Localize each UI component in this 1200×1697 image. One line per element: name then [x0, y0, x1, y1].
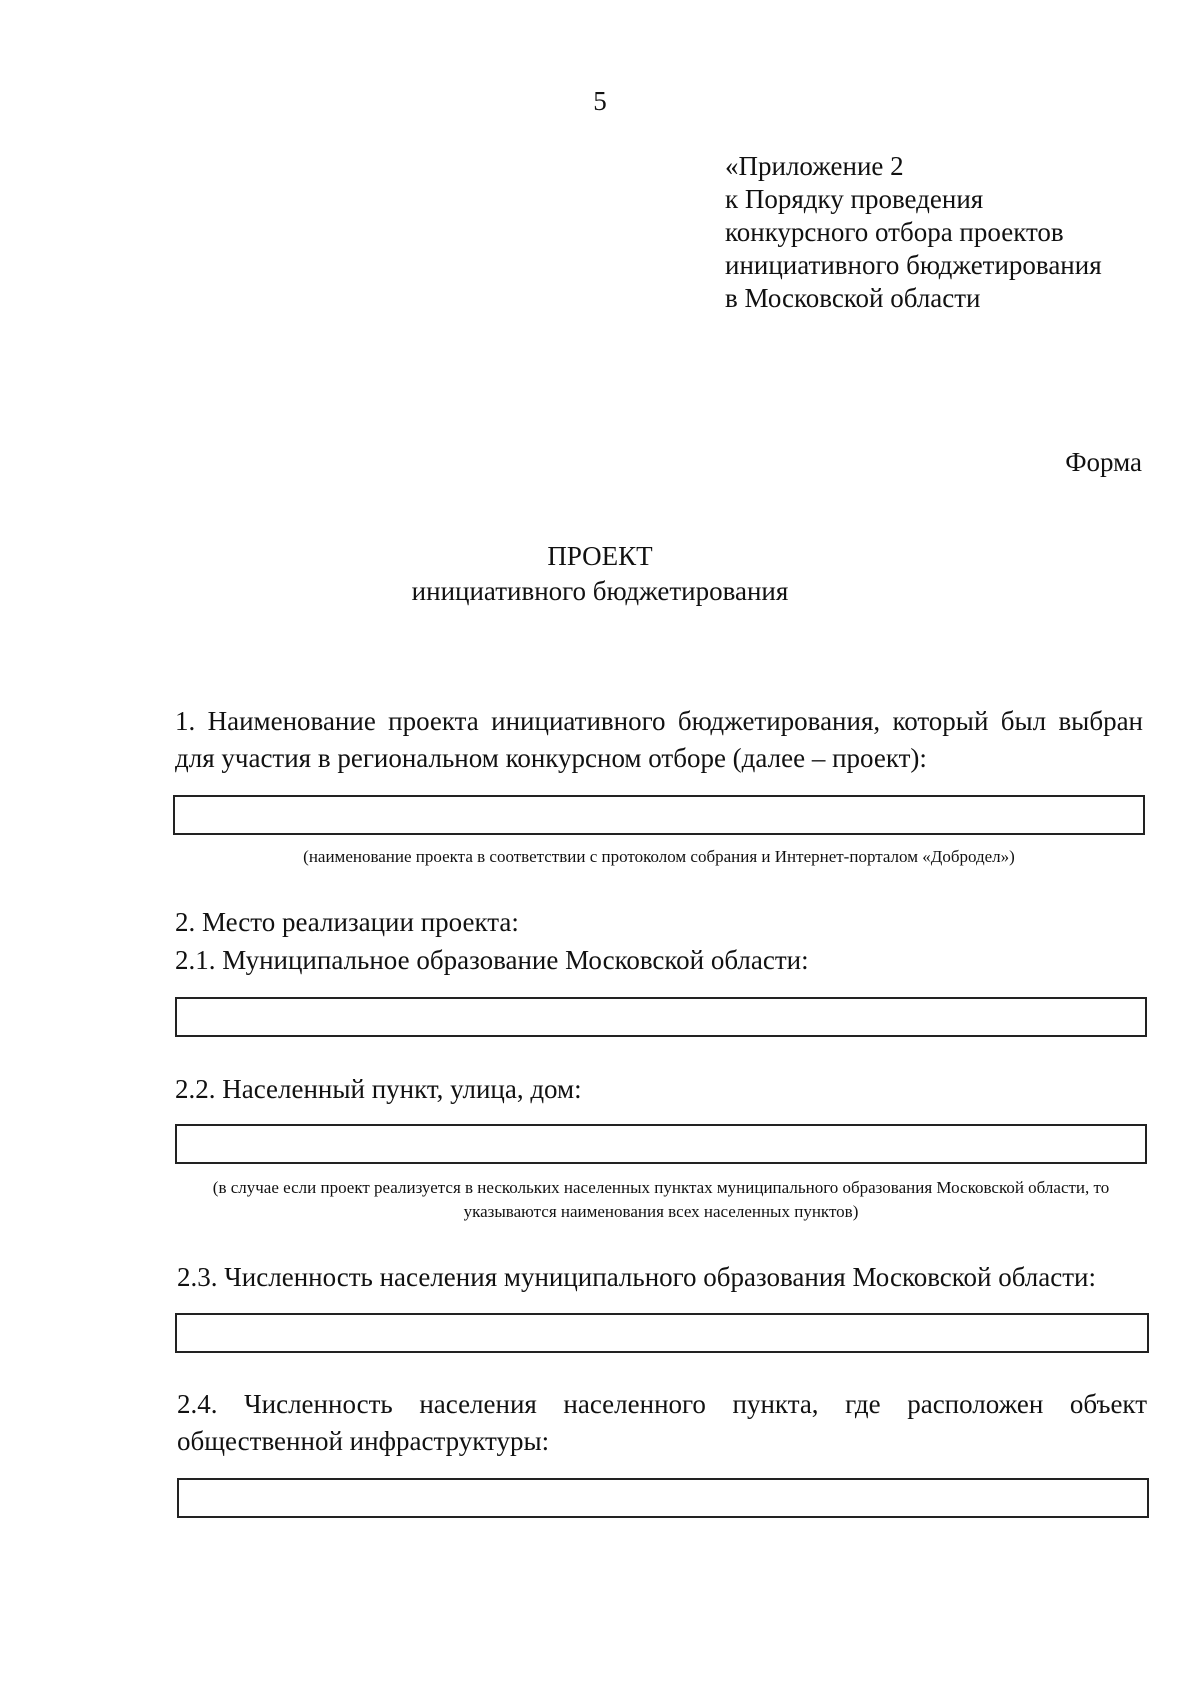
- document-subtitle: инициативного бюджетирования: [411, 576, 789, 606]
- project-name-field[interactable]: [173, 795, 1145, 835]
- annex-header: [725, 150, 1165, 315]
- annex-line: конкурсного отбора проектов: [725, 217, 1064, 247]
- settlement-population-field[interactable]: [177, 1478, 1149, 1518]
- section-2-1-text: 2.1. Муниципальное образование Московской области:: [175, 945, 809, 975]
- annex-line: инициативного бюджетирования: [725, 250, 1102, 280]
- page-number: 5: [593, 86, 607, 116]
- section-2-3-text: 2.3. Численность населения муниципального образования Московской области:: [177, 1262, 1096, 1292]
- form-label: Форма: [1065, 447, 1142, 477]
- municipality-population-field[interactable]: [175, 1313, 1149, 1353]
- annex-line: к Порядку проведения: [725, 184, 984, 214]
- section-2-text: 2. Место реализации проекта:: [175, 907, 519, 937]
- section-2-2-text: 2.2. Населенный пункт, улица, дом:: [175, 1074, 582, 1104]
- municipality-field[interactable]: [175, 997, 1147, 1037]
- settlement-address-note: (в случае если проект реализуется в нескольких населенных пунктах муниципального образования Московской области, то указываются наименования всех населенных пунктов): [212, 1178, 1110, 1221]
- project-name-note: (наименование проекта в соответствии с протоколом собрания и Интернет-порталом «Добродел»): [303, 847, 1015, 866]
- section-2-4-text: 2.4. Численность населения населенного пункта, где расположен объект общественной инфраструктуры:: [177, 1389, 1147, 1456]
- annex-line: «Приложение 2: [725, 151, 904, 181]
- settlement-address-field[interactable]: [175, 1124, 1147, 1164]
- document-title: ПРОЕКТ: [547, 541, 653, 571]
- section-1-text: 1. Наименование проекта инициативного бюджетирования, который был выбран для участия в региональном конкурсном отборе (далее – проект):: [175, 706, 1143, 773]
- annex-line: в Московской области: [725, 283, 981, 313]
